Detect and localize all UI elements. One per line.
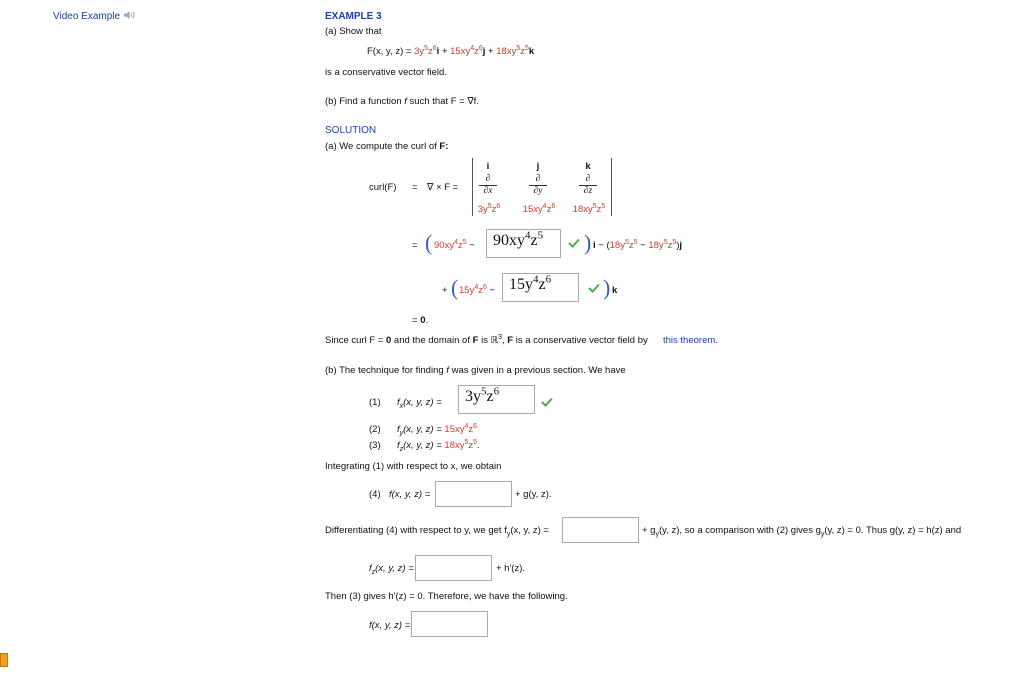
checkmark-icon [541,397,553,410]
fx-answer-box[interactable]: $3y^5z^6$ [458,385,535,414]
solution-intro: (a) We compute the curl of F: [325,141,449,152]
nabla-cross-f: ∇ × F = [427,182,459,193]
fy-input[interactable] [562,517,639,543]
solution-label: SOLUTION [325,125,377,136]
curl-equals: = [412,182,418,193]
matrix-i: i [486,161,490,172]
fz-tail: + h'(z). [496,563,526,574]
line1-equals: = [412,240,418,251]
since-statement: Since curl F = 0 and the domain of F is ℝ$^3$, F is a conservative vector field by [325,333,648,346]
eq4-number: (4) [369,489,381,500]
video-example-link[interactable] [53,10,137,23]
curl-label: curl(F) [369,182,397,193]
partial-y: ∂ ∂y [513,174,563,196]
line1-tail: $i - (18y^5z^5 - 18y^5z^5)j$ [593,238,683,251]
line2-open-paren: ( [451,275,459,300]
matrix-p: $3y^5z^6$ [477,202,501,215]
line2-plus: + [442,285,448,296]
theorem-link[interactable]: this theorem. [663,335,718,346]
matrix-j: j [536,161,540,172]
line2-k: k [612,285,618,296]
final-f-input[interactable] [411,611,488,637]
integrating-text: Integrating (1) with respect to x, we obtain [325,461,502,472]
diff-text: Differentiating (4) with respect to y, we get $f_y(x$, y, z) = [325,525,549,538]
conservative-statement: is a conservative vector field. [325,67,447,78]
speaker-icon [123,10,137,23]
eq2-line: $f_y(x$, y, $z) = 15xy^4z^6$ [397,422,478,437]
partial-z: ∂ ∂z [563,174,613,196]
zero-result: = 0. [412,315,429,326]
fz-lhs: $f_z(x$, y, z) = [369,563,414,576]
matrix-q: $15xy^4z^6$ [522,202,556,215]
eq4-tail: + g(y, z). [515,489,552,500]
fz-input[interactable] [415,555,492,581]
line1-open-paren: ( [425,230,433,255]
line2-close-paren: ) [603,275,611,300]
then-text: Then (3) gives h'(z) = 0. Therefore, we have the following. [325,591,568,602]
eq3-line: $f_z(x$, y, $z) = 18xy^5z^5$. [397,438,480,453]
eq3-number: (3) [369,440,381,451]
matrix-r: $18xy^5z^5$ [572,202,606,215]
matrix-k: k [585,161,591,172]
curl-i-answer-box[interactable]: $90xy^4z^5$ [486,229,561,258]
checkmark-icon [568,238,580,251]
curl-k-answer-box[interactable]: $15y^4z^6$ [502,273,579,302]
line1-close-paren: ) [584,230,592,255]
corner-widget-icon[interactable] [0,653,8,667]
eq1-lhs: $f_x(x$, y, z) = [397,397,442,410]
part-b-prompt: (b) Find a function f such that F = ∇f. [325,96,479,107]
eq2-number: (2) [369,424,381,435]
line1-left-term: $90xy^4z^5$ − [434,238,475,251]
f-integral-input[interactable] [435,481,512,507]
vector-field-definition: F(x, y, $z) = 3y^5z^6i + 15xy^4z^6j + 18xy^5z^5k$ [367,44,535,57]
eq1-number: (1) [369,397,381,408]
checkmark-icon [588,283,600,296]
part-a-prompt: (a) Show that [325,26,382,37]
partial-x: ∂ ∂x [463,174,513,196]
eq4-lhs: f(x, y, z) = [389,489,431,500]
line2-left-term: $15y^4z^6$ − [459,283,496,296]
final-lhs: f(x, y, z) = [369,620,411,631]
part-b-intro: (b) The technique for finding f was given in a previous section. We have [325,365,626,376]
video-example-label: Video Example [53,11,121,23]
diff-tail: + $g_y(y$, z), so a comparison with (2) gives $g_y(y$, z) = 0. Thus g(y, z) = h(z) and [642,525,962,538]
example-title: EXAMPLE 3 [325,11,382,22]
